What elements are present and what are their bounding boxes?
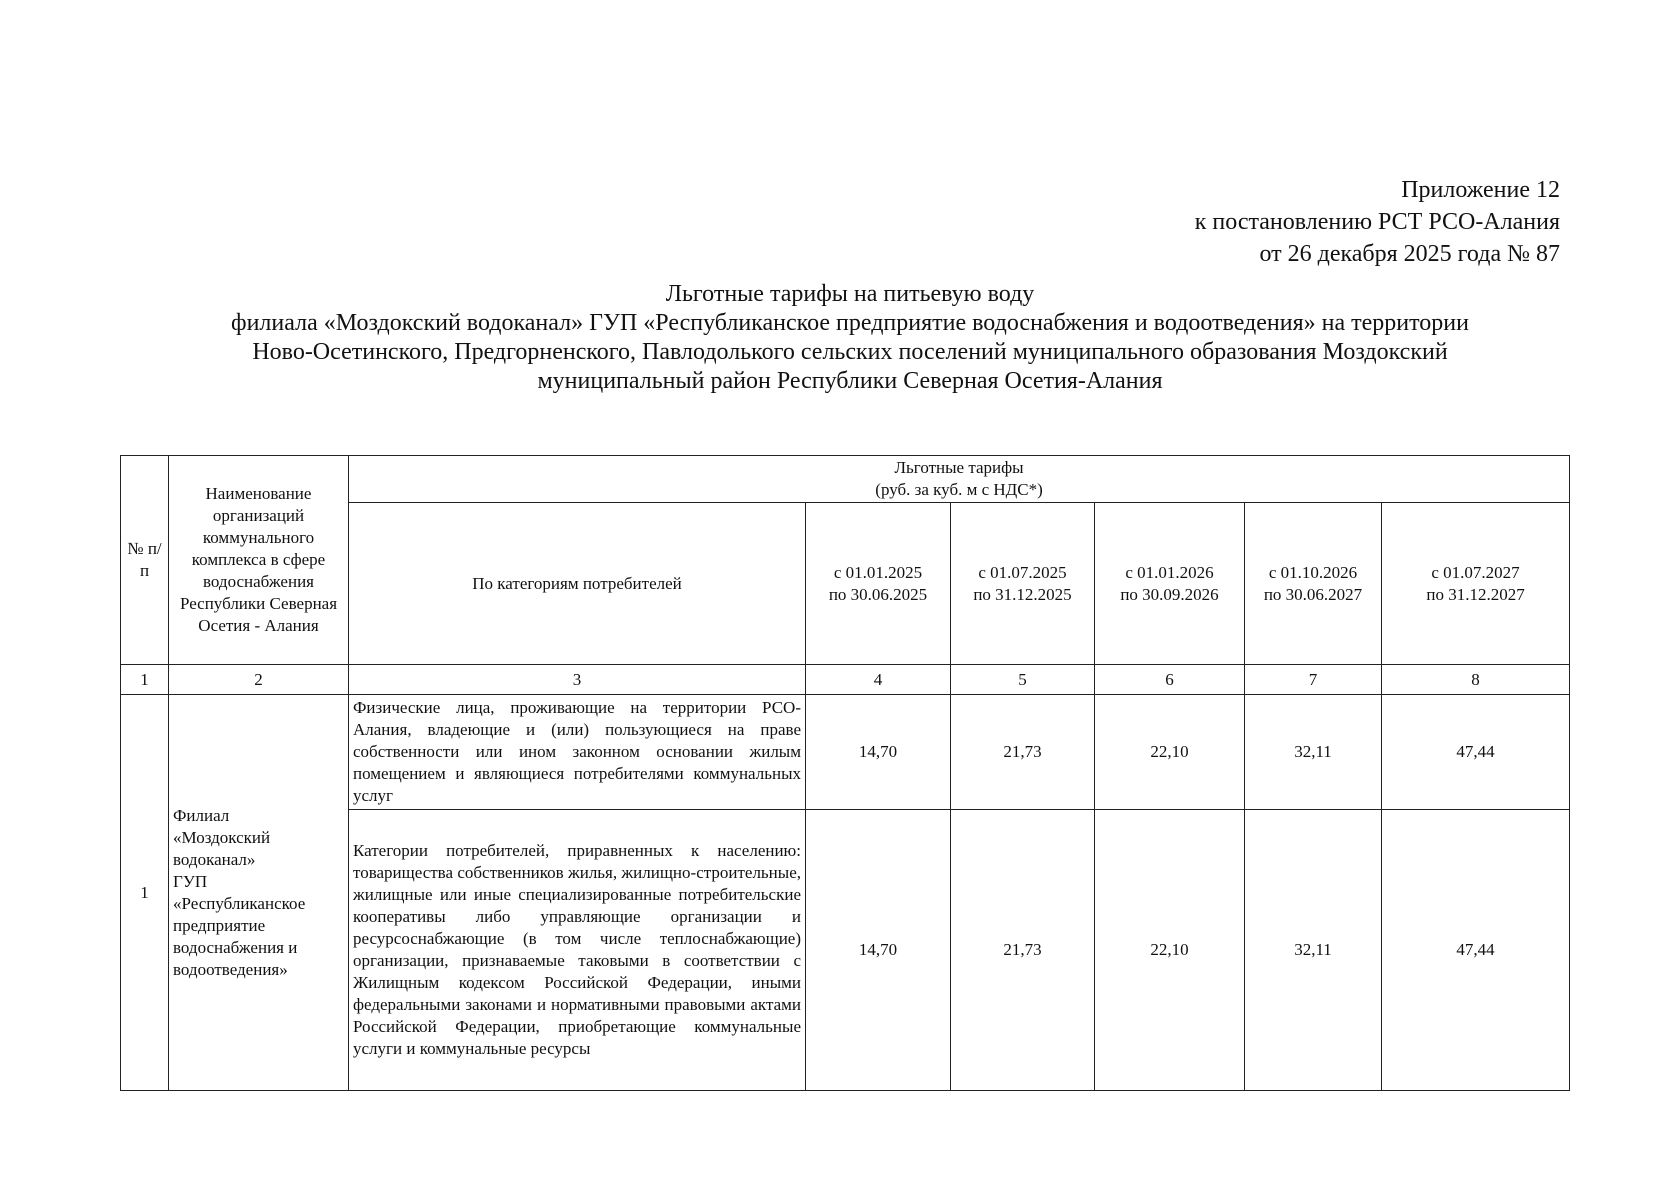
tariff-value: 47,44: [1382, 810, 1570, 1091]
tariff-value: 47,44: [1382, 695, 1570, 810]
table-row: [121, 695, 1570, 810]
header-period-5: [1382, 503, 1570, 665]
title-line-1: Льготные тарифы на питьевую воду: [665, 281, 1035, 307]
header-tariffs: [349, 456, 1570, 503]
appendix-line-3: от 26 декабря 2025 года № 87: [1259, 241, 1560, 267]
row-num: 1: [121, 695, 169, 1091]
header-category: По категориям потребителей: [349, 503, 806, 665]
tariff-value: 32,11: [1245, 810, 1382, 1091]
column-numbers-row: [121, 665, 1570, 695]
tariff-value: 22,10: [1095, 695, 1245, 810]
org-line: «Моздокский: [173, 827, 271, 847]
header-period-1: [806, 503, 951, 665]
period-5-to: по 31.12.2027: [1426, 584, 1525, 604]
category-text: Физические лица, проживающие на территории РСО-Алания, владеющие и (или) пользующиеся на праве собственности или ином законном основании жилым помещением и являющиеся потребителями коммунальных услуг: [349, 695, 806, 810]
org-line: водоотведения»: [173, 959, 288, 979]
tariff-value: 21,73: [951, 695, 1095, 810]
period-4-to: по 30.06.2027: [1263, 584, 1363, 604]
column-number: 1: [121, 665, 169, 695]
period-2-to: по 31.12.2025: [973, 584, 1072, 604]
tariffs-table: [120, 455, 1570, 1091]
appendix-reference: [1195, 174, 1560, 270]
appendix-line-1: Приложение 12: [1401, 177, 1560, 203]
column-number: 4: [806, 665, 951, 695]
column-number: 5: [951, 665, 1095, 695]
period-5-from: с 01.07.2027: [1431, 562, 1520, 582]
org-line: «Республиканское: [173, 893, 306, 913]
period-1-to: по 30.06.2025: [828, 584, 928, 604]
column-number: 7: [1245, 665, 1382, 695]
tariff-value: 14,70: [806, 810, 951, 1091]
org-line: предприятие: [173, 915, 266, 935]
header-period-2: [951, 503, 1095, 665]
period-2-from: с 01.07.2025: [978, 562, 1067, 582]
document-title: [60, 280, 1640, 396]
org-line: ГУП: [173, 871, 208, 891]
title-line-3: Ново-Осетинского, Предгорненского, Павлодолького сельских поселений муниципального образования Моздокский: [252, 339, 1448, 365]
tariff-value: 32,11: [1245, 695, 1382, 810]
column-number: 8: [1382, 665, 1570, 695]
column-number: 3: [349, 665, 806, 695]
row-org: [169, 695, 349, 1091]
org-line: водоснабжения и: [173, 937, 298, 957]
category-text: Категории потребителей, приравненных к населению: товарищества собственников жилья, жилищно-строительные, жилищные или иные специализированные потребительские кооперативы либо управляющие организации и ресурсоснабжающие (в том числе теплоснабжающие) организации, признаваемые таковыми в соответствии с Жилищным кодексом Российской Федерации, иными федеральными законами и нормативными правовыми актами Российской Федерации, приобретающие коммунальные услуги и коммунальные ресурсы: [349, 810, 806, 1091]
title-line-4: муниципальный район Республики Северная Осетия-Алания: [537, 368, 1163, 394]
period-3-to: по 30.09.2026: [1120, 584, 1219, 604]
org-line: водоканал»: [173, 849, 256, 869]
tariff-value: 22,10: [1095, 810, 1245, 1091]
header-tariffs-unit: (руб. за куб. м с НДС*): [875, 480, 1043, 499]
header-num: № п/п: [121, 456, 169, 665]
period-4-from: с 01.10.2026: [1268, 562, 1358, 582]
header-org: Наименование организаций коммунального комплекса в сфере водоснабжения Республики Северная Осетия - Алания: [169, 456, 349, 665]
appendix-line-2: к постановлению РСТ РСО-Алания: [1194, 209, 1560, 235]
period-1-from: с 01.01.2025: [833, 562, 923, 582]
header-period-3: [1095, 503, 1245, 665]
tariff-value: 14,70: [806, 695, 951, 810]
org-line: Филиал: [173, 805, 230, 825]
period-3-from: с 01.01.2026: [1125, 562, 1214, 582]
header-period-4: [1245, 503, 1382, 665]
column-number: 2: [169, 665, 349, 695]
header-tariffs-title: Льготные тарифы: [894, 458, 1024, 477]
tariff-value: 21,73: [951, 810, 1095, 1091]
column-number: 6: [1095, 665, 1245, 695]
title-line-2: филиала «Моздокский водоканал» ГУП «Республиканское предприятие водоснабжения и водоотведения» на территории: [231, 310, 1469, 336]
